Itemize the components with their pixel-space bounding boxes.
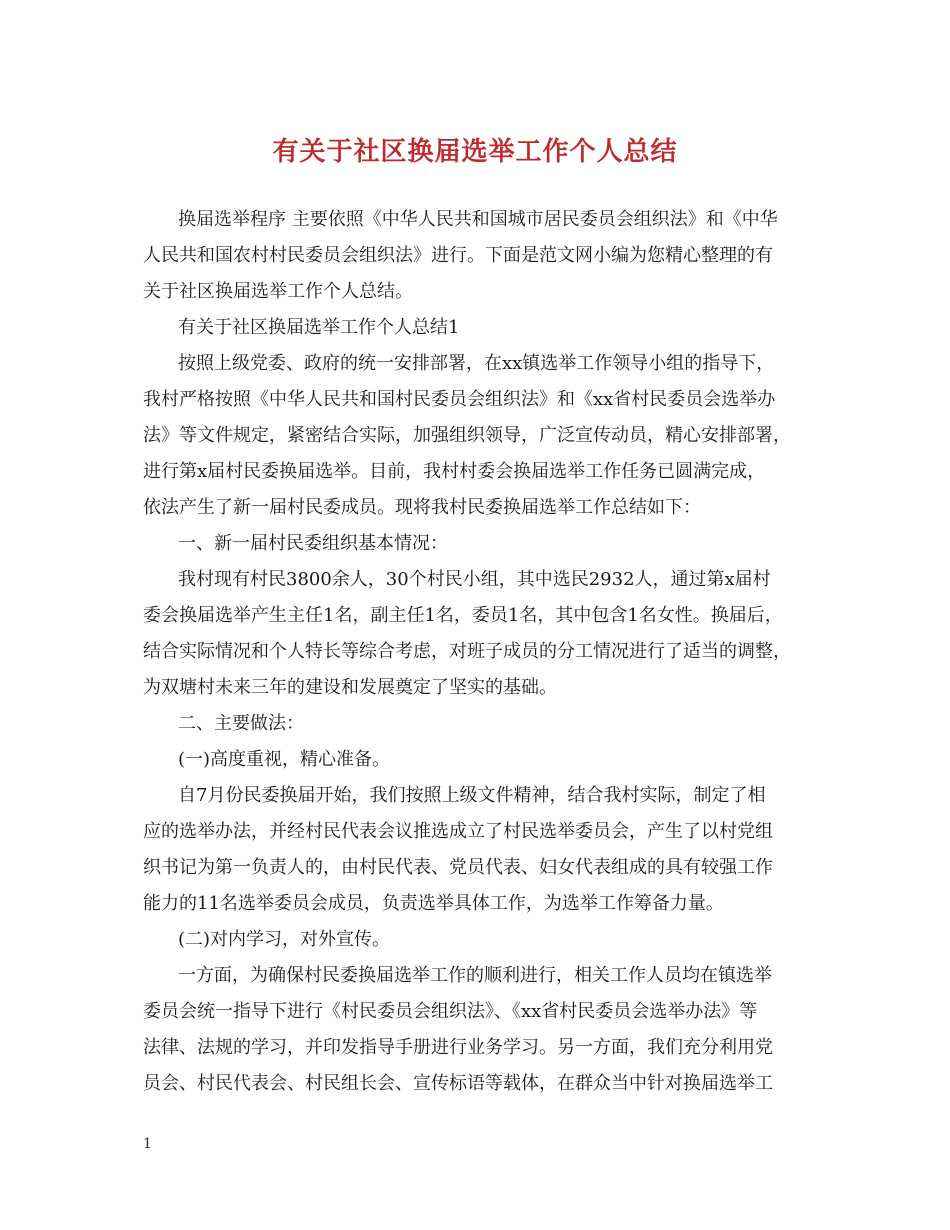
page-number: 1 [143, 1136, 152, 1152]
text-line: 依法产生了新一届村民委成员。现将我村民委换届选举工作总结如下： [143, 497, 701, 518]
text-line: 委员会统一指导下进行《村民委员会组织法》、《xx省村民委员会选举办法》等 [143, 1001, 758, 1022]
text-line: 应的选举办法，并经村民代表会议推选成立了村民选举委员会，产生了以村党组 [143, 821, 773, 842]
text-line: 有关于社区换届选举工作个人总结1 [178, 317, 460, 338]
text-line: 法律、法规的学习，并印发指导手册进行业务学习。另一方面，我们充分利用党 [143, 1037, 773, 1058]
text-line: (二)对内学习，对外宣传。 [178, 929, 391, 950]
text-line: 人民共和国农村村民委员会组织法》进行。下面是范文网小编为您精心整理的有 [143, 245, 773, 266]
text-line: 我村严格按照《中华人民共和国村民委员会组织法》和《xx省村民委员会选举办 [143, 389, 776, 410]
text-line: 为双塘村未来三年的建设和发展奠定了坚实的基础。 [143, 677, 557, 698]
text-line: 结合实际情况和个人特长等综合考虑，对班子成员的分工情况进行了适当的调整， [143, 641, 791, 662]
text-line: 我村现有村民3800余人，30个村民小组，其中选民2932人，通过第x届村 [178, 569, 771, 590]
text-line: 进行第x届村民委换届选举。目前，我村村委会换届选举工作任务已圆满完成， [143, 461, 766, 482]
text-line: 一、新一届村民委组织基本情况： [178, 533, 448, 554]
text-line: 法》等文件规定，紧密结合实际，加强组织领导，广泛宣传动员，精心安排部署， [143, 425, 791, 446]
document-title: 有关于社区换届选举工作个人总结 [272, 137, 678, 167]
text-line: 员会、村民代表会、村民组长会、宣传标语等载体，在群众当中针对换届选举工 [143, 1073, 773, 1094]
text-line: 委会换届选举产生主任1名，副主任1名，委员1名，其中包含1名女性。换届后， [143, 605, 783, 626]
text-line: 换届选举程序 主要依照《中华人民共和国城市居民委员会组织法》和《中华 [178, 209, 778, 230]
text-line: 关于社区换届选举工作个人总结。 [143, 281, 413, 302]
text-line: 一方面，为确保村民委换届选举工作的顺利进行，相关工作人员均在镇选举 [178, 965, 772, 986]
text-line: 按照上级党委、政府的统一安排部署，在xx镇选举工作领导小组的指导下， [178, 353, 775, 374]
text-line: (一)高度重视，精心准备。 [178, 749, 391, 770]
text-line: 织书记为第一负责人的，由村民代表、党员代表、妇女代表组成的具有较强工作 [143, 857, 773, 878]
text-line: 自7月份民委换届开始，我们按照上级文件精神，结合我村实际，制定了相 [178, 785, 766, 806]
text-line: 二、主要做法： [178, 713, 304, 734]
text-line: 能力的11名选举委员会成员，负责选举具体工作，为选举工作筹备力量。 [143, 893, 724, 914]
